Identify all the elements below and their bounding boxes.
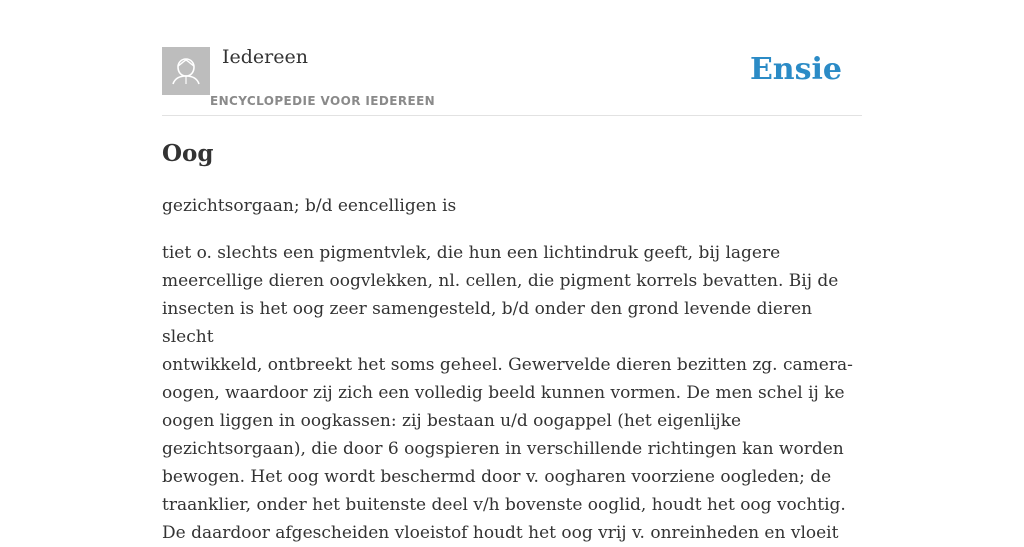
site-header <box>162 0 862 116</box>
page <box>162 0 862 543</box>
brand-logo[interactable]: Ensie <box>749 52 842 87</box>
author-name[interactable]: Iedereen <box>222 46 308 68</box>
author-avatar[interactable] <box>162 47 210 95</box>
article-title: Oog <box>162 140 214 167</box>
user-icon <box>162 47 210 95</box>
article-body: tiet o. slechts een pigmentvlek, die hun een lichtindruk geeft, bij lagere meercellige dieren oogvlekken, nl. cellen, die pigment korrels bevatten. Bij de insecten is het oog zeer samengesteld, b/d onder den grond levende dieren slecht ontwikkeld, ontbreekt het soms geheel. Gewervelde dieren bezitten zg. camera- oogen, waardoor zij zich een volledig beeld kunnen vormen. De men schel ij ke oogen liggen in oogkassen: zij bestaan u/d oogappel (het eigenlijke gezichtsorgaan), die door 6 oogspieren in verschillende richtingen kan worden bewogen. Het oog wordt beschermd door v. oogharen voorziene oogleden; de traanklier, onder het buitenste deel v/h bovenste ooglid, houdt het oog vochtig. De daardoor afgescheiden vloeistof houdt het oog vrij v. onreinheden en vloeit <box>162 243 853 543</box>
article-intro: gezichtsorgaan; b/d eencelligen is <box>162 196 457 216</box>
site-subtitle: ENCYCLOPEDIE VOOR IEDEREEN <box>210 94 436 108</box>
